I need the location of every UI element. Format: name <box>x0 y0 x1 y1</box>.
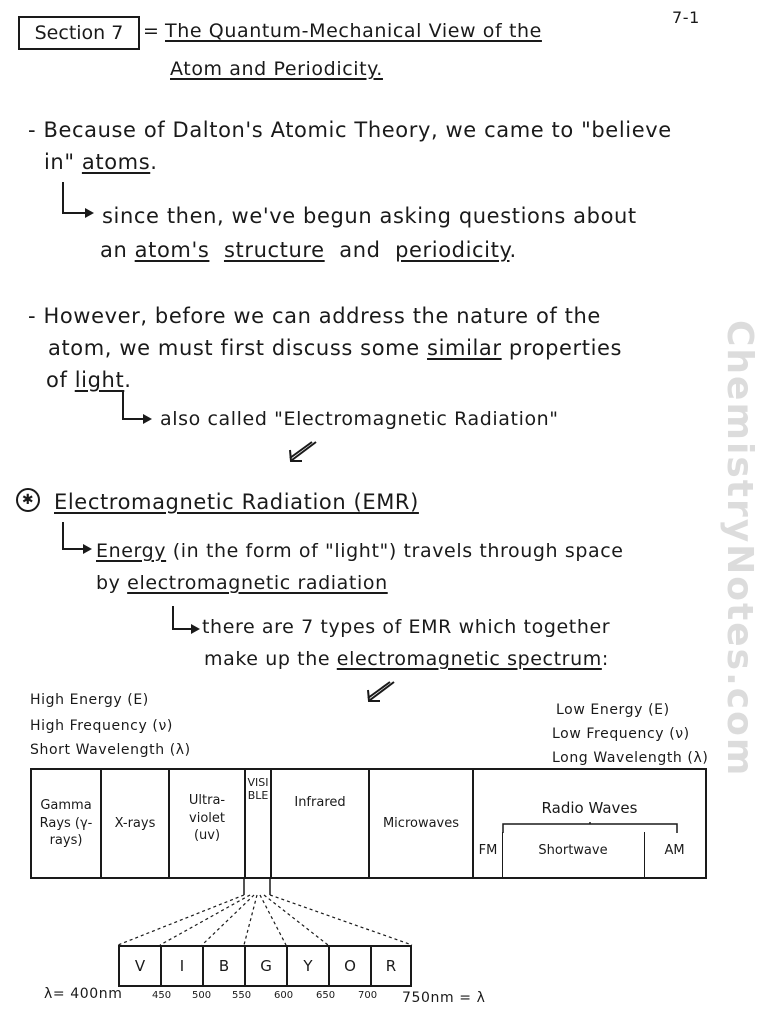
label-low-energy: Low Energy (E) <box>556 702 670 718</box>
label-high-frequency: High Frequency (ν) <box>30 718 173 734</box>
color-orange: O <box>330 947 372 985</box>
emr-heading: Electromagnetic Radiation (EMR) <box>54 490 419 514</box>
emr-line1-post: (in the form of "light") travels through space <box>172 540 624 562</box>
cell-gamma-rays <box>32 770 102 877</box>
page-title-line-1: The Quantum-Mechanical View of the <box>165 20 542 42</box>
emr-line2 <box>96 572 388 594</box>
term-atoms-possessive: atom's <box>134 238 210 262</box>
wavelength-tick: 650 <box>316 990 336 1001</box>
term-atoms: atoms <box>81 150 151 174</box>
para2-line2-pre: atom, we must first discuss some <box>48 336 420 360</box>
cell-visible <box>246 770 272 877</box>
section-label: Section 7 <box>18 16 140 50</box>
radio-shortwave-label: Shortwave <box>538 843 608 858</box>
cell-ultraviolet-label: Ultra-violet (uv) <box>188 793 226 844</box>
cell-ultraviolet <box>170 770 246 877</box>
term-light: light <box>74 368 125 392</box>
para2-line3-pre: of <box>46 368 68 392</box>
radio-fm-label: FM <box>478 843 498 858</box>
wavelength-end: 750nm = λ <box>402 990 486 1006</box>
visible-expansion-lines <box>100 877 440 949</box>
down-left-arrow-icon <box>288 440 318 464</box>
para1-sub1: since then, we've begun asking questions about <box>102 204 637 228</box>
cell-visible-label: VISIBLE <box>247 776 269 802</box>
cell-radio-waves <box>474 770 705 877</box>
term-similar: similar <box>427 336 502 360</box>
label-low-frequency: Low Frequency (ν) <box>552 726 690 742</box>
elbow-arrow-icon <box>122 392 144 420</box>
para1-sub2-pre: an <box>100 238 128 262</box>
cell-x-rays <box>102 770 170 877</box>
radio-am-label: AM <box>664 843 685 858</box>
label-high-energy: High Energy (E) <box>30 692 149 708</box>
label-long-wavelength: Long Wavelength (λ) <box>552 750 709 766</box>
wavelength-tick: 550 <box>232 990 252 1001</box>
para1-sub2-post: . <box>509 238 517 262</box>
wavelength-tick: 600 <box>274 990 294 1001</box>
para1-sub2 <box>100 238 517 262</box>
color-red: R <box>385 957 397 975</box>
para2-line2-post: properties <box>508 336 623 360</box>
emr-sub2 <box>204 648 609 670</box>
wavelength-tick: 450 <box>152 990 172 1001</box>
wavelength-tick: 700 <box>358 990 378 1001</box>
emr-sub1: there are 7 types of EMR which together <box>202 616 611 638</box>
color-violet: V <box>120 947 162 985</box>
emr-sub2-post: : <box>601 648 609 670</box>
para2-sub: also called "Electromagnetic Radiation" <box>160 408 559 430</box>
equals-sign: = <box>143 20 160 42</box>
elbow-arrow-icon <box>62 182 86 214</box>
term-electromagnetic-radiation: electromagnetic radiation <box>127 572 388 594</box>
para2-line2 <box>48 336 622 360</box>
para1-line2 <box>44 150 158 174</box>
term-energy: Energy <box>96 540 167 562</box>
emr-line1 <box>96 540 624 562</box>
emr-sub2-pre: make up the <box>204 648 331 670</box>
watermark: ChemistryNotes.com <box>719 320 760 778</box>
emr-line2-pre: by <box>96 572 121 594</box>
elbow-arrow-icon <box>172 606 192 630</box>
color-green: G <box>246 947 288 985</box>
wavelength-tick: 500 <box>192 990 212 1001</box>
cell-infrared-label: Infrared <box>294 795 346 810</box>
color-blue: B <box>204 947 246 985</box>
em-spectrum-table <box>30 768 707 879</box>
cell-microwaves-label: Microwaves <box>382 815 460 831</box>
color-yellow: Y <box>288 947 330 985</box>
radio-bracket <box>502 822 678 834</box>
down-left-arrow-icon <box>366 680 396 704</box>
page-title-line-2: Atom and Periodicity. <box>170 58 383 80</box>
page-number: 7-1 <box>672 8 700 27</box>
asterisk-bullet-icon: ✱ <box>16 488 40 512</box>
term-electromagnetic-spectrum: electromagnetic spectrum <box>336 648 602 670</box>
cell-gamma-rays-label: Gamma Rays (γ-rays) <box>39 798 93 849</box>
cell-microwaves <box>370 770 474 877</box>
para1-line2-post: . <box>150 150 158 174</box>
para2-line3-post: . <box>124 368 132 392</box>
color-indigo: I <box>162 947 204 985</box>
para1-line1: - Because of Dalton's Atomic Theory, we came to "believe <box>28 118 672 142</box>
para1-sub2-mid: and <box>339 238 381 262</box>
para2-line3 <box>46 368 132 392</box>
elbow-arrow-icon <box>62 522 84 550</box>
term-periodicity: periodicity <box>395 238 510 262</box>
cell-infrared <box>272 770 370 877</box>
wavelength-start: λ= 400nm <box>44 986 123 1002</box>
label-short-wavelength: Short Wavelength (λ) <box>30 742 191 758</box>
para2-line1: - However, before we can address the nature of the <box>28 304 601 328</box>
term-structure: structure <box>223 238 325 262</box>
cell-radio-waves-label: Radio Waves <box>541 799 638 817</box>
cell-x-rays-label: X-rays <box>114 815 156 831</box>
visible-spectrum-strip <box>118 945 412 987</box>
para1-line2-pre: in" <box>44 150 75 174</box>
